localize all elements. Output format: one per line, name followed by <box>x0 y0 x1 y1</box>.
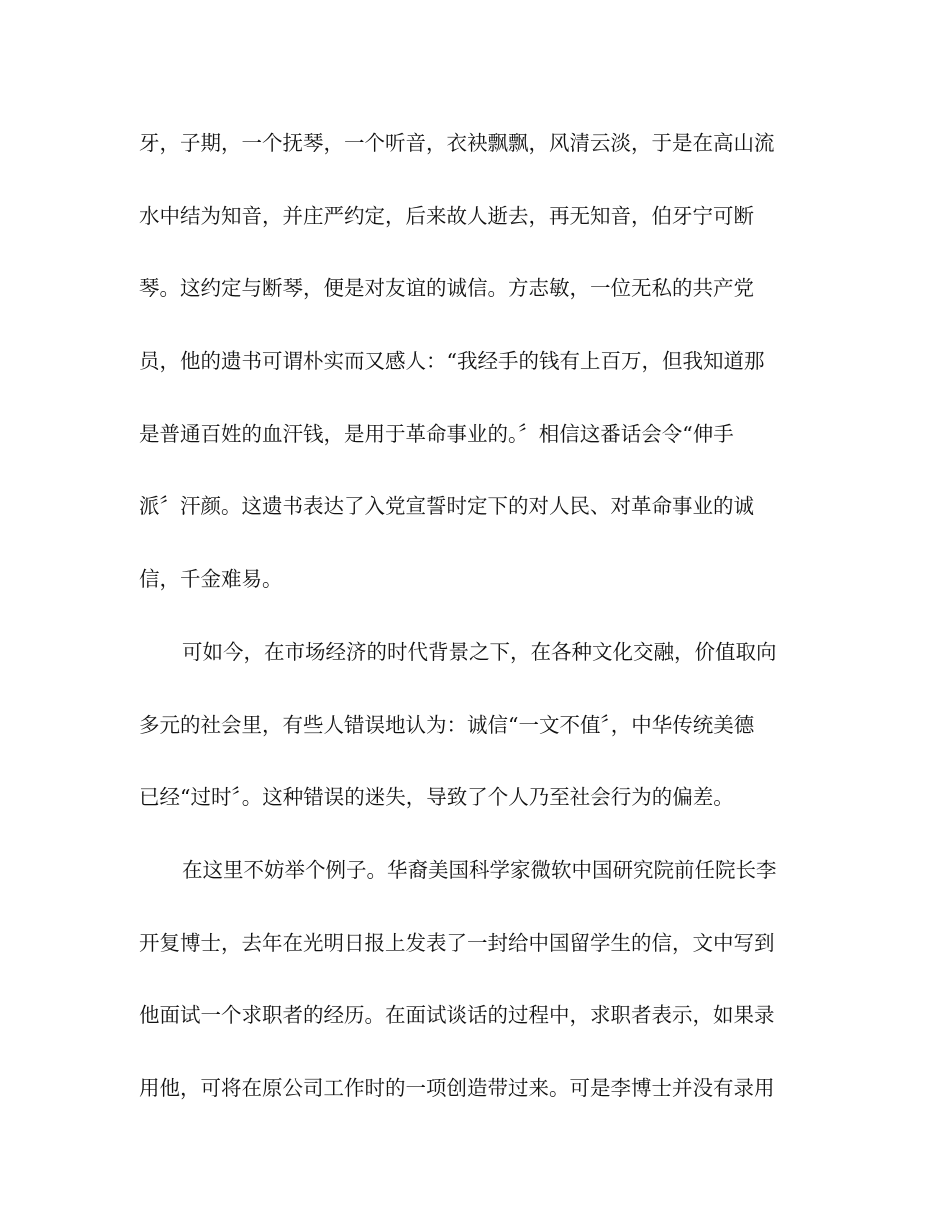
text-line: 水中结为知音，并庄严约定，后来故人逝去，再无知音，伯牙宁可断 <box>139 203 754 228</box>
paragraph-first-line: 可如今，在市场经济的时代背景之下，在各种文化交融，价值取向 <box>182 639 777 664</box>
text-line: 信，千金难易。 <box>139 567 283 592</box>
text-line: 开复博士，去年在光明日报上发表了一封给中国留学生的信，文中写到 <box>139 930 775 955</box>
text-line: 他面试一个求职者的经历。在面试谈话的过程中，求职者表示，如果录 <box>139 1003 775 1028</box>
text-line: 牙，子期，一个抚琴，一个听音，衣袂飘飘，风清云淡，于是在高山流 <box>139 131 775 155</box>
text-line: 是普通百姓的血汗钱，是用于革命事业的。〞相信这番话会令“伸手 <box>139 421 734 446</box>
text-line: 琴。这约定与断琴，便是对友谊的诚信。方志敏，一位无私的共产党 <box>139 276 754 301</box>
text-line: 已经“过时〞。这种错误的迷失，导致了个人乃至社会行为的偏差。 <box>139 785 734 810</box>
text-line: 员，他的遗书可谓朴实而又感人：“我经手的钱有上百万，但我知道那 <box>139 349 765 374</box>
document-body <box>139 118 819 1136</box>
text-line: 派〞汗颜。这遗书表达了入党宣誓时定下的对人民、对革命事业的诚 <box>139 494 754 519</box>
text-line: 多元的社会里，有些人错误地认为：诚信“一文不值〞，中华传统美德 <box>139 712 755 737</box>
paragraph-first-line: 在这里不妨举个例子。华裔美国科学家微软中国研究院前任院长李 <box>182 857 777 882</box>
text-line: 用他，可将在原公司工作时的一项创造带过来。可是李博士并没有录用 <box>139 1075 775 1100</box>
